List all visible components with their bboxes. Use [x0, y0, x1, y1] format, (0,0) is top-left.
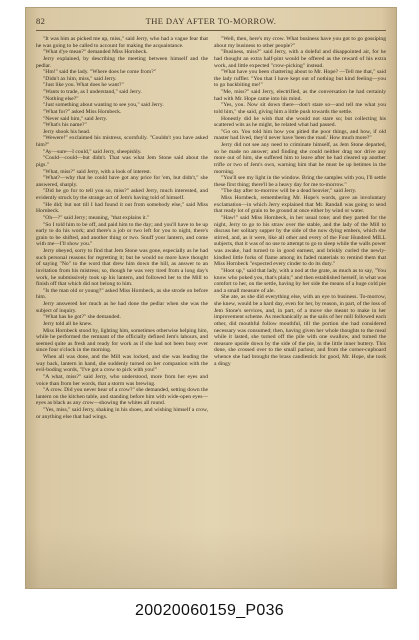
paragraph: "What?—why that he could have got any price for 'em, but didn't," she answered, sharply.	[36, 175, 208, 188]
paragraph: "Yes, miss," said Jerry, shaking in his shoes, and wishing himself a crow, or anything else that had wings.	[36, 407, 208, 420]
paragraph: "Could—could—but didn't. That was what Jem Stone said about the pigs."	[36, 155, 208, 168]
paragraph: "Go on. You told him how you pitied the poor things, and how, if old master had lived, they'd never have 'been the road.' How much more?"	[214, 128, 386, 142]
paragraph: "Just like you. What does he want?"	[43, 82, 124, 89]
paragraph: Honestly did he wish that she would not stare so; but collecting his scattered wits as he might, he related what had passed.	[214, 115, 386, 129]
paragraph: Jerry explained, by describing the meeting between himself and the pedlar.	[36, 55, 208, 69]
paragraph: Jerry obeyed, sorry to find that Jem Stone was gone, especially as he had such personal reasons for regretting it; but he would no more have thought of saying "No" to the word that drew him down the hill, as answer to an invitation from his mistress; so, though he was very tired from a long day's work, he submissively took up his lantern, and followed her to the Mill to finish off that which did not belong to him.	[36, 248, 208, 288]
paragraph: "It was him as picked me up, miss," said Jerry, who had a vague fear that he was going to be called to account for making the acquaintance.	[36, 36, 208, 49]
paragraph: "What d'ye mean?" demanded Miss Hornbeck.	[43, 49, 148, 56]
paragraph: "Business, miss?" said Jerry, with a doleful and disappointed air, for he had thought an extra half-pint would be offered as the reward of his extra work, and little expected "crow-picking" instead.	[214, 49, 386, 69]
paragraph: "Did he go for to tell you so, miss?" asked Jerry, much interested, and evidently struck by the strange act of Jem's having told of himself.	[36, 188, 208, 201]
paragraph: Jerry answered her much as he had done the pedlar when she was the subject of inquiry.	[36, 301, 208, 314]
paragraph: Jerry shook his head.	[43, 128, 91, 135]
page-number: 82	[36, 16, 46, 26]
paragraph: "Never said him," said Jerry.	[43, 115, 108, 122]
paragraph: When all was done, and the Mill was locked, and she was leading the way back, lantern in hand, she suddenly turned on her companion with the evil-boding words, "I've got a crow to pick with you!"	[36, 354, 208, 374]
paragraph: "Yes, you. Now sit down there—don't stare so—and tell me what you told him," she said, giving him a little push towards the settle.	[214, 102, 386, 115]
paragraph: "Is the man old or young?" asked Miss Hornbeck, as she strode on before him.	[36, 287, 208, 301]
catalog-label-strip	[0, 592, 419, 640]
running-title: THE DAY AFTER TO-MORROW.	[145, 16, 277, 26]
paragraph: "Didn't ax him, miss," said Jerry.	[43, 75, 117, 82]
paragraph: "A what, miss?" said Jerry, who understood, more from her eyes and voice than from her words, that a storm was brewing.	[36, 373, 208, 387]
paragraph: "You'll see my light in the window. Bring the samples with you, I'll settle these first thing; there'll be a heavy day for me to-morrow."	[214, 175, 386, 188]
catalog-id: 20020060159_P036	[135, 602, 284, 619]
paragraph: She ate, as she did everything else, with an eye to business. To-morrow, she knew, would be a hard day, even for her, by reason, in part, of the loss of Jem Stone's services, and, in part, of a move she meant to make in her improvement scheme. As mechanically as the sails of her mill followed each other, did mouthful follow mouthful, till the portion she had considered necessary was consumed; then, having given her whole thoughts to the meal while it lasted, she turned off the pile with one swallow, and turned the measure upside down by the side of the pie, in the little inner buttery. This done, she crossed over to the small parlour, and from the corner-cupboard whence she had brought the brass candlestick for good, Mr. Hope, she took a dingy	[214, 294, 386, 367]
paragraph: Jerry told all he knew.	[43, 320, 93, 327]
paragraph: "What have you been chattering about to Mr. Hope? —Tell me that," said the lady ruffler. "You that I have kept out of nothing but kind feeling—you to go backbiting me!"	[214, 69, 386, 89]
header-rule	[36, 30, 386, 31]
paragraph: Miss Hornbeck stood by, lighting him, sometimes otherwise helping him, while he performed the remnant of the officially defined Jem's labours, and seemed quite as fresh and ready for work as if she had not been busy ever since four o'clock in the morning.	[36, 327, 208, 354]
paragraph: "Ay—sure—I could," said Jerry, sheepishly.	[43, 148, 142, 155]
paragraph: "Nothing else?"	[43, 95, 79, 102]
paragraph: Jerry did not see any need to criminate himself, as Jem Stone departed, so he made no answer; and finding she could neither drag nor drive any more out of him, she suffered him to leave after he had cleared up another trifle or two of Jem's own, warning him that he must be up betimes in the morning.	[214, 142, 386, 175]
paragraph: "Haw!" said Miss Hornbeck, in her usual tone; and they parted for the night, Jerry to go to his straw over the stable, and the lady of the Mill to discuss her solitary supper by the side of the now dying embers, which she stirred, and, as it were, like all other and every of the Four Hundred MILL subjects, that it was of no use to attempt to go to sleep while the walls power was awake, had turned to in good earnest, and briskly curled the newly-kindled little forks of flame among its faded materials to remind them that Miss Hornbeck "expected every cinder to do its duty."	[214, 214, 386, 268]
paragraph: "Oh—?" said Jerry; meaning, "that explains it."	[43, 214, 150, 221]
paragraph: "What's his name?"	[43, 122, 87, 129]
paragraph: "Wewere!" exclaimed his mistress, scornfully. "Couldn't you have asked him?"	[36, 135, 208, 148]
paragraph: "Me, miss?" said Jerry, electrified, as the conversation he had certainly had with Mr. Hope came into his mind.	[214, 89, 386, 102]
paragraph: "Well, then, here's my crow. What business have you got to go gossiping about my business to other people?"	[214, 36, 386, 49]
running-head	[36, 16, 386, 28]
paragraph: "So I told him to be off, and paid him to the day; and you'll have to be up early to do his work; and there's a job or two left for you to night, there's grain to be shifted, and another thing or two. Snuff your lantern, and come with me—I'll show you."	[36, 221, 208, 248]
paragraph: "A crow. Did you never hear of a crow?" she demanded, setting down the lantern on the kitchen table, and standing before him with wide-open eyes—eyes as black as any crow—showing the whites all round.	[36, 387, 208, 407]
text-column-right	[214, 36, 386, 584]
paragraph: "What, miss?" said Jerry, with a look of interest.	[43, 168, 152, 175]
paragraph: "He did; but not till I had found it out from somebody else," said Miss Hornbeck.	[36, 201, 208, 215]
paragraph: "Wants to trade, as I understand," said Jerry.	[43, 89, 142, 95]
paragraph: "What for?" asked Miss Hornbeck.	[43, 108, 122, 115]
paragraph: "The day after to-morrow will be a dead heavier," said Jerry.	[221, 188, 357, 195]
paragraph: "Hoot up," said that lady, with a nod at the grate, as much as to say, "You know who poked you, that's plain;" and then established herself, in what was comfort to her, on the settle, having by her side the means of a huge cold pie and a small measure of ale.	[214, 267, 386, 294]
paragraph: "Hm!" said the lady. "Where does he come from?"	[43, 69, 156, 76]
scanned-page	[26, 8, 396, 588]
paragraph: "Just something about wanting to see you," said Jerry.	[43, 102, 164, 109]
text-column-left	[36, 36, 208, 584]
paragraph: "What has he got?" she demanded.	[43, 314, 121, 321]
paragraph: Miss Hornbeck, remembering Mr. Hope's words, gave an involuntary exclamation—in which Jerry explained that Mr. Randall was going to send that ready lot of grain to be ground at once either by wind or water.	[214, 195, 386, 215]
